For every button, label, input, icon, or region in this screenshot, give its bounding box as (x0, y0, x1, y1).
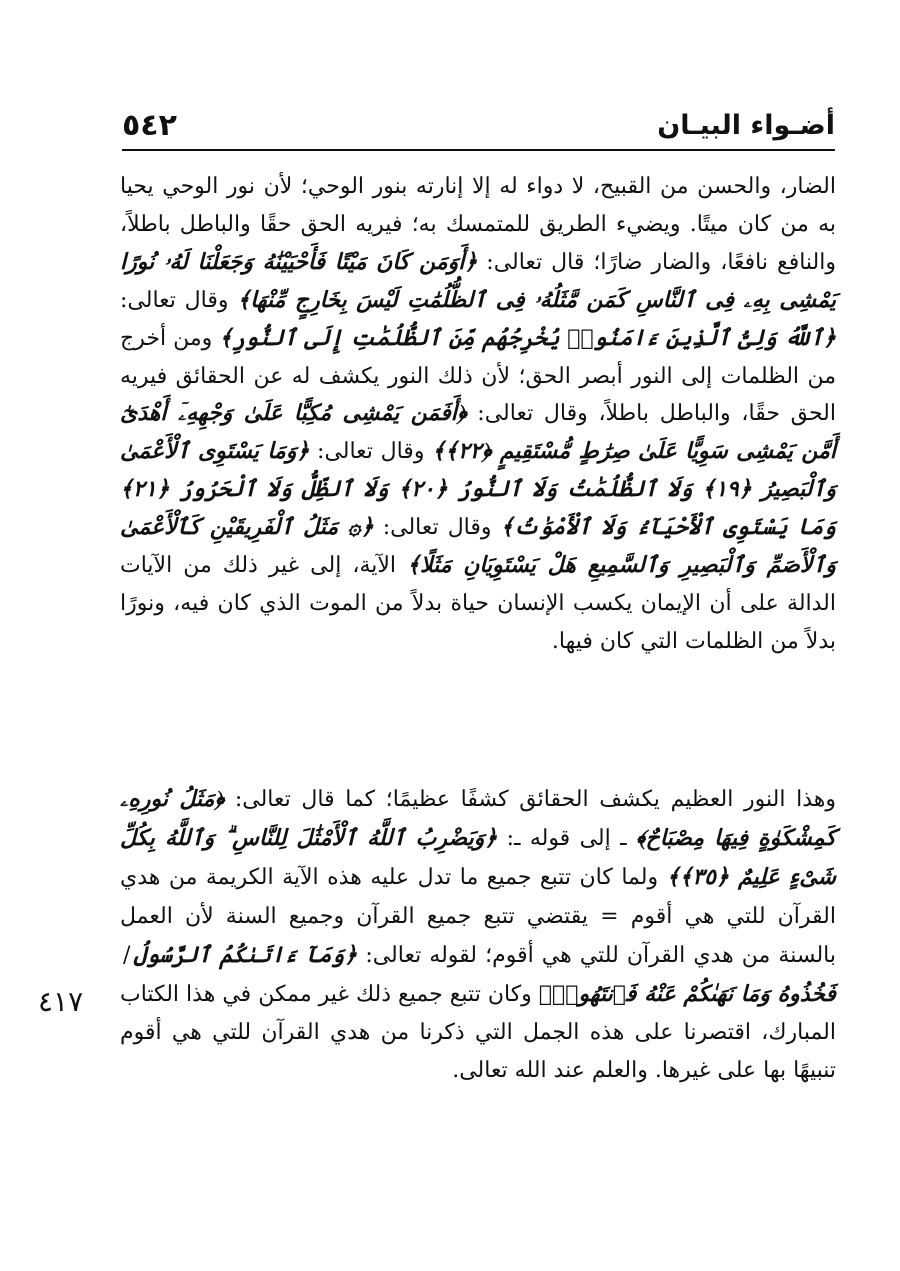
paragraph-text: الضار، والحسن من القبيح، لا دواء له إلا إنارته بنور الوحي؛ لأن نور الوحي يحيا به من كان ميتًا. ويضيء الطريق للمتمسك به؛ فيريه الحق حقًا والباطل باطلاً، والنافع نافعًا، والضار ضارًا؛ قال تعالى: (120, 174, 836, 275)
book-title: أضـواء البيـان (657, 110, 835, 141)
quran-verse: ﴿وَيَضْرِبُ ٱللَّهُ ٱلْأَمْثَٰلَ لِلنَّاسِ ۗ وَٱللَّهُ بِكُلِّ شَىْءٍ عَلِيمٌ ﴿٣٥﴾﴾ (120, 825, 836, 891)
paragraph-text: ومن أخرج من الظلمات إلى النور أبصر الحق؛ لأن ذلك النور يكشف له عن الحقائق فيريه الحق حقًا، والباطل باطلاً، وقال تعالى: (120, 325, 836, 427)
page-break-marker: / (123, 942, 131, 968)
paragraph-text: الآية، إلى غير ذلك من الآيات الدالة على أن الإيمان يكسب الإنسان حياة بدلاً من الموت الذي كان فيه، ونورًا بدلاً من الظلمات التي كان فيها. (120, 553, 837, 654)
paragraph-text: وقال تعالى: (120, 287, 229, 313)
page-header (122, 108, 835, 148)
paragraph-text: ـ إلى قوله ـ: (506, 826, 627, 852)
quran-verse: ﴿أَوَمَن كَانَ مَيْتًا فَأَحْيَيْنَٰهُ وَجَعَلْنَا لَهُۥ نُورًا يَمْشِى بِهِۦ فِى ٱلنَّاسِ كَمَن مَّثَلُهُۥ فِى ٱلظُّلُمَٰتِ لَيْسَ بِخَارِجٍ مِّنْهَا﴾ (120, 248, 836, 313)
quran-verse: ﴿ٱللَّهُ وَلِىُّ ٱلَّذِينَ ءَامَنُوا۟ يُخْرِجُهُم مِّنَ ٱلظُّلُمَٰتِ إِلَى ٱلنُّورِ﴾ (219, 324, 836, 351)
quran-verse: ﴿مَثَلُ نُورِهِۦ كَمِشْكَوٰةٍ فِيهَا مِصْبَاحٌ﴾ (120, 786, 836, 852)
body-paragraph-1 (120, 168, 836, 661)
header-divider (122, 149, 835, 151)
paragraph-text: ولما كان تتبع جميع ما تدل عليه هذه الآية الكريمة من هدي القرآن للتي هي أقوم = يقتضي تتبع جميع القرآن وجميع السنة لأن العمل بالسنة من هدي القرآن للتي هي أقوم؛ لقوله تعالى: (120, 865, 837, 968)
quran-verse: ﴿وَمَآ ءَاتَىٰكُمُ ٱلرَّسُولُ (133, 941, 358, 968)
quran-verse: فَخُذُوهُ وَمَا نَهَىٰكُمْ عَنْهُ فَٱنتَهُوا۟﴾ (538, 981, 836, 1008)
paragraph-text: وقال تعالى: (317, 439, 425, 465)
paragraph-text: وقال تعالى: (382, 515, 492, 541)
page-number: ٥٤٢ (122, 108, 177, 143)
paragraph-text: وكان تتبع جميع ذلك غير ممكن في هذا الكتاب المبارك، اقتصرنا على هذه الجمل التي ذكرنا من هدي القرآن للتي هي أقوم تنبيهًا بها على غيرها. والعلم عند الله تعالى. (120, 982, 836, 1084)
quran-verse: ﴿وَمَا يَسْتَوِى ٱلْأَعْمَىٰ وَٱلْبَصِيرُ ﴿١٩﴾ وَلَا ٱلظُّلُمَٰتُ وَلَا ٱلنُّورُ ﴿٢٠﴾ وَلَا ٱلظِّلُّ وَلَا ٱلْحَرُورُ ﴿٢١﴾ وَمَا يَسْتَوِى ٱلْأَحْيَآءُ وَلَا ٱلْأَمْوَٰتُ﴾ (120, 438, 837, 541)
paragraph-text: وهذا النور العظيم يكشف الحقائق كشفًا عظيمًا؛ كما قال تعالى: (234, 787, 836, 812)
quran-verse: ﴿أَفَمَن يَمْشِى مُكِبًّا عَلَىٰ وَجْهِهِۦٓ أَهْدَىٰٓ أَمَّن يَمْشِى سَوِيًّا عَلَىٰ صِرَٰطٍ مُّسْتَقِيمٍ ﴿٢٢﴾﴾ (120, 400, 836, 465)
quran-verse: ﴿۞ مَثَلُ ٱلْفَرِيقَيْنِ كَٱلْأَعْمَىٰ وَٱلْأَصَمِّ وَٱلْبَصِيرِ وَٱلسَّمِيعِ هَلْ يَسْتَوِيَانِ مَثَلًا﴾ (120, 514, 836, 579)
body-paragraph-2 (120, 780, 836, 1091)
margin-page-reference: ٤١٧ (38, 985, 84, 1018)
